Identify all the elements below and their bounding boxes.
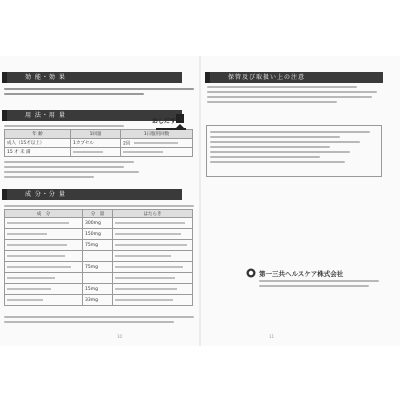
table-row xyxy=(5,240,193,251)
press-out-pictogram xyxy=(152,112,188,132)
contact-line xyxy=(210,136,340,138)
ingredient-amount: 300mg xyxy=(83,218,113,229)
ingredients-heading: 成 分・分 量 xyxy=(2,189,182,200)
ingredient-amount: 75mg xyxy=(83,240,113,251)
right-page xyxy=(203,56,400,346)
storage-item-line xyxy=(207,96,372,98)
dosage-note-line xyxy=(4,166,124,168)
ingredient-amount xyxy=(83,251,113,262)
ingredients-header-name: 成 分 xyxy=(5,210,83,218)
company-logo-icon xyxy=(246,268,256,278)
contact-line xyxy=(210,141,360,143)
pill-blister-icon xyxy=(152,112,188,132)
page-number-left: 10 xyxy=(117,334,123,339)
dosage-cell xyxy=(71,148,121,157)
efficacy-text-line xyxy=(4,93,144,95)
dosage-header-age: 年 齢 xyxy=(5,130,71,139)
dosage-cell: 成人（15才以上） xyxy=(5,139,71,148)
company-address-line xyxy=(259,285,369,287)
table-row xyxy=(5,284,193,295)
table-row xyxy=(5,229,193,240)
table-row xyxy=(5,295,193,306)
table-row xyxy=(5,218,193,229)
ingredients-header-amount: 分 量 xyxy=(83,210,113,218)
dosage-cell: 15 才 未 満 xyxy=(5,148,71,157)
dosage-note-line xyxy=(4,161,134,163)
dosage-header-amount: 1回量 xyxy=(71,130,121,139)
dosage-header-times: 1日服用回数 xyxy=(121,130,193,139)
dosage-intro-line xyxy=(4,125,124,127)
ingredients-header-role: はたらき xyxy=(113,210,193,218)
storage-item-line xyxy=(207,101,337,103)
storage-heading: 保管及び取扱い上の注意 xyxy=(205,72,383,83)
storage-item-line xyxy=(207,86,357,88)
ingredient-amount xyxy=(83,273,113,284)
ingredients-table xyxy=(4,209,193,306)
dosage-note-line xyxy=(4,171,139,173)
ingredient-amount: 15mg xyxy=(83,284,113,295)
pictogram-label: おしだす xyxy=(152,118,177,125)
ingredient-amount: 75mg xyxy=(83,262,113,273)
ingredient-amount: 150mg xyxy=(83,229,113,240)
contact-line xyxy=(210,146,330,148)
efficacy-heading: 効 能・効 果 xyxy=(2,72,182,83)
page-fold xyxy=(199,56,201,346)
dosage-cell xyxy=(121,148,193,157)
dosage-heading: 用 法・用 量 xyxy=(2,110,182,121)
ingredients-note-line xyxy=(4,316,194,318)
ingredient-amount: 33mg xyxy=(83,295,113,306)
company-address-line xyxy=(259,280,379,282)
table-row xyxy=(5,262,193,273)
storage-item-line xyxy=(207,91,377,93)
table-row xyxy=(5,251,193,262)
dosage-cell: 1カプセル xyxy=(71,139,121,148)
contact-line xyxy=(210,161,345,163)
ingredients-intro-line xyxy=(4,205,194,207)
contact-line xyxy=(210,156,320,158)
ingredients-note-line xyxy=(4,321,174,323)
dosage-cell: 2回 xyxy=(121,139,193,148)
dosage-note-line xyxy=(4,176,94,178)
efficacy-text-line xyxy=(4,88,194,90)
dosage-table xyxy=(4,129,193,157)
company-name: 第一三共ヘルスケア株式会社 xyxy=(259,270,344,278)
page-number-right: 11 xyxy=(269,334,275,339)
contact-line xyxy=(210,151,350,153)
contact-line xyxy=(210,131,370,133)
table-row xyxy=(5,273,193,284)
